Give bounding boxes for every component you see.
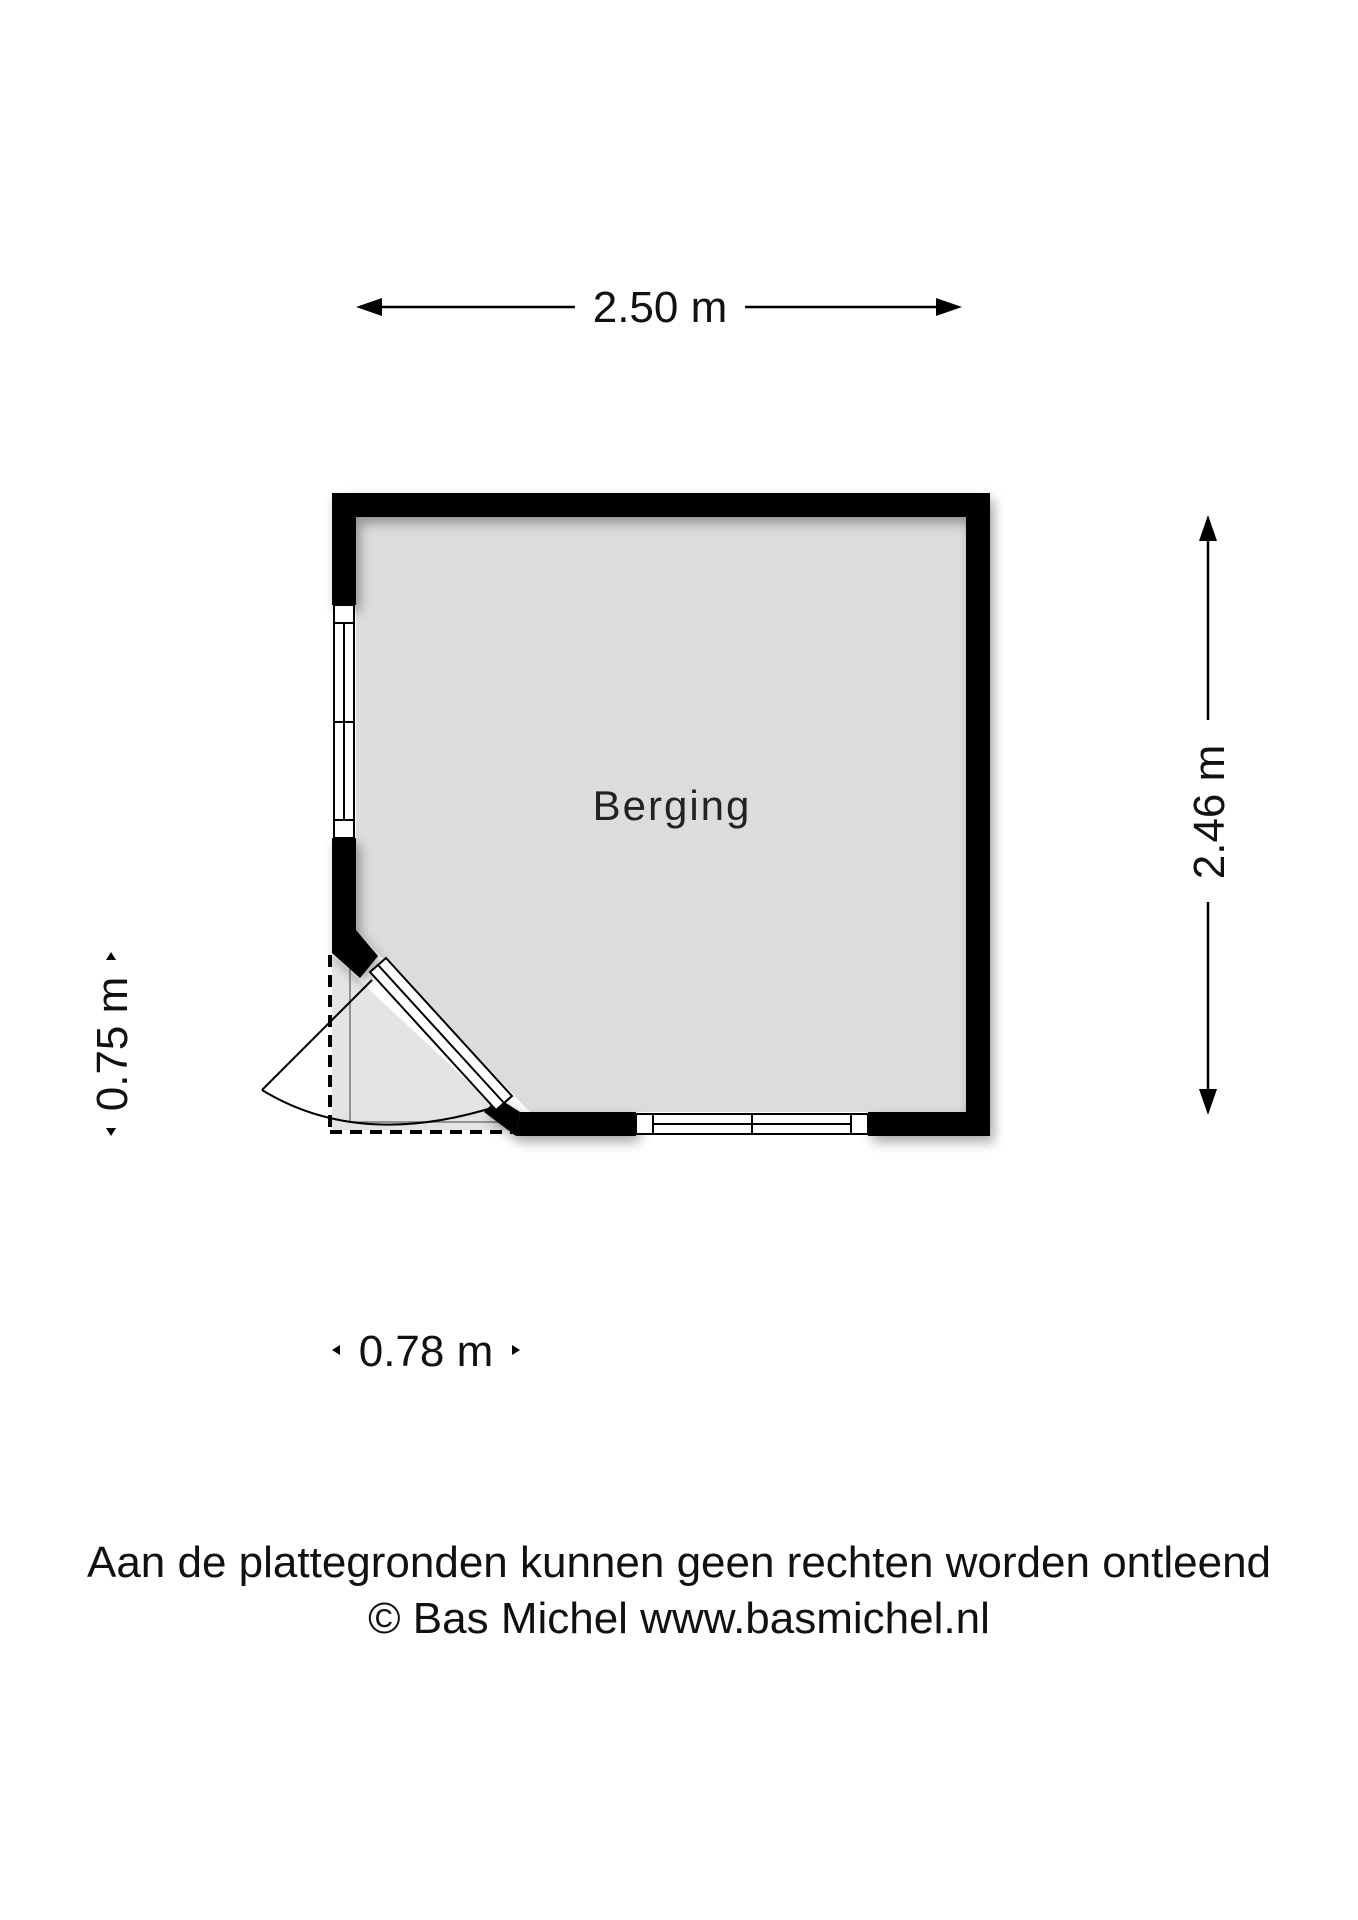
dimension-door-width-label: 0.78 m [358,1327,494,1376]
dimension-width-label: 2.50 m [592,283,728,332]
dimension-height [1185,515,1234,1115]
dimension-width [356,283,962,332]
dimension-door-height-label: 0.75 m [88,976,137,1112]
window-bottom [636,1114,868,1134]
window-left [334,605,354,838]
copyright-text: © Bas Michel www.basmichel.nl [368,1594,990,1643]
disclaimer-text: Aan de plattegronden kunnen geen rechten worden ontleend [86,1538,1272,1587]
dimension-height-label: 2.46 m [1185,744,1234,880]
footer [0,1535,1358,1647]
room-label: Berging [592,782,752,829]
dimension-door-height [88,952,137,1136]
dimension-door-width [332,1327,520,1376]
